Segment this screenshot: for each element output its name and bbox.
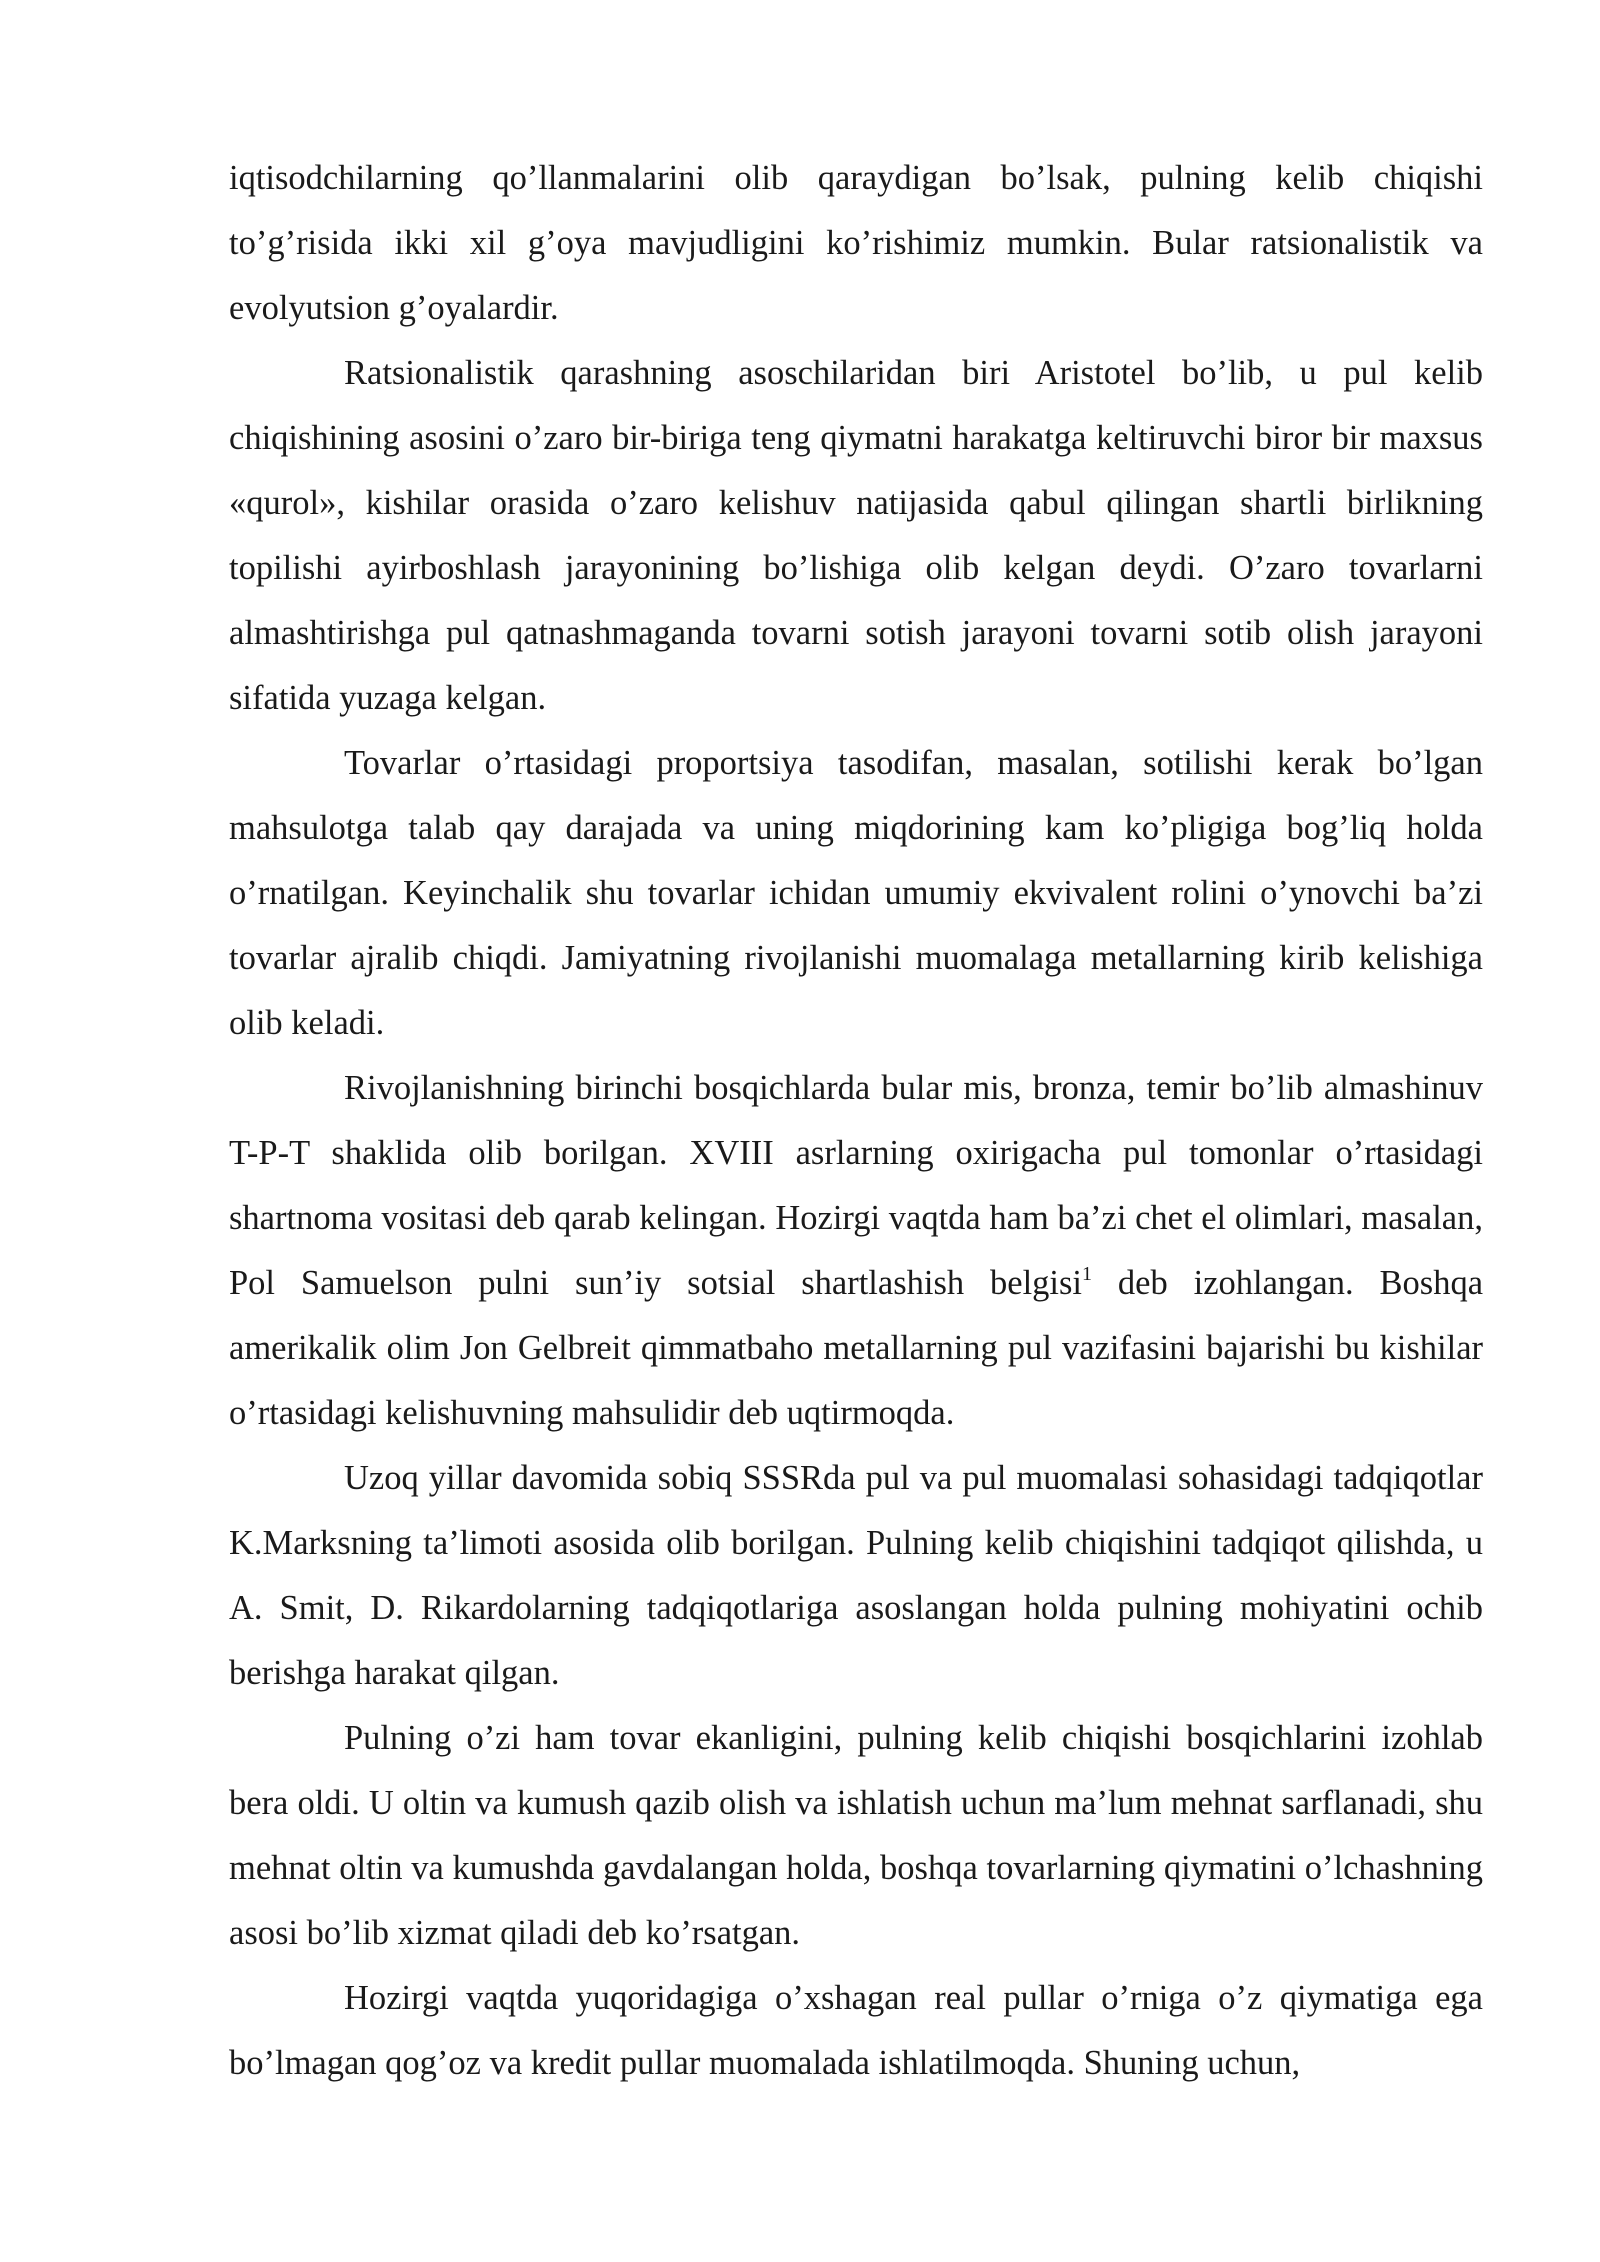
- paragraph-continuation: iqtisodchilarning qo’llanmalarini olib qaraydigan bo’lsak, pulning kelib chiqishi to’g’risida ikki xil g’oya mavjudligini ko’rishimiz mumkin. Bular ratsionalistik va evolyutsion g’oyalardir.: [229, 159, 1483, 327]
- paragraph-rationalist-view: Ratsionalistik qarashning asoschilaridan biri Aristotel bo’lib, u pul kelib chiqishining asosini o’zaro bir-biriga teng qiymatni harakatga keltiruvchi biror bir maxsus «qurol», kishilar orasida o’zaro kelishuv natijasida qabul qilingan shartli birlikning topilishi ayirboshlash jarayonining bo’lishiga olib kelgan deydi. O’zaro tovarlarni almashtirishga pul qatnashmaganda tovarni sotish jarayoni tovarni sotib olish jarayoni sifatida yuzaga kelgan.: [229, 354, 1483, 717]
- paragraph-text-part: Rivojlanishning birinchi bosqichlarda bular mis, bronza, temir bo’lib almashinuv T-P-T shaklida olib borilgan. XVIII asrlarning oxirigacha pul tomonlar o’rtasidagi shartnoma vositasi deb qarab kelingan. Hozirgi vaqtda ham ba’zi chet el olimlari, masalan, Pol Samuelson pulni sun’iy sotsial shartlashish belgisi: [229, 1069, 1483, 1302]
- footnote-reference[interactable]: 1: [1082, 1263, 1093, 1285]
- document-body: [229, 146, 1483, 2096]
- paragraph-modern-money: Hozirgi vaqtda yuqoridagiga o’xshagan real pullar o’rniga o’z qiymatiga ega bo’lmagan qog’oz va kredit pullar muomalada ishlatilmoqda. Shuning uchun,: [229, 1979, 1483, 2082]
- paragraph-commodity-proportions: Tovarlar o’rtasidagi proportsiya tasodifan, masalan, sotilishi kerak bo’lgan mahsulotga talab qay darajada va uning miqdorining kam ko’pligiga bog’liq holda o’rnatilgan. Keyinchalik shu tovarlar ichidan umumiy ekvivalent rolini o’ynovchi ba’zi tovarlar ajralib chiqdi. Jamiyatning rivojlanishi muomalaga metallarning kirib kelishiga olib keladi.: [229, 744, 1483, 1042]
- paragraph-development-stages: [229, 1056, 1483, 1446]
- paragraph-text-part: deb izohlangan. Boshqa amerikalik olim Jon Gelbreit qimmatbaho metallarning pul vazifasini bajarishi bu kishilar o’rtasidagi kelishuvning mahsulidir deb uqtirmoqda.: [229, 1264, 1484, 1432]
- paragraph-money-as-commodity: Pulning o’zi ham tovar ekanligini, pulning kelib chiqishi bosqichlarini izohlab bera oldi. U oltin va kumush qazib olish va ishlatish uchun ma’lum mehnat sarflanadi, shu mehnat oltin va kumushda gavdalangan holda, boshqa tovarlarning qiymatini o’lchashning asosi bo’lib xizmat qiladi deb ko’rsatgan.: [229, 1719, 1483, 1952]
- paragraph-ussr-research: Uzoq yillar davomida sobiq SSSRda pul va pul muomalasi sohasidagi tadqiqotlar K.Marksning ta’limoti asosida olib borilgan. Pulning kelib chiqishini tadqiqot qilishda, u A. Smit, D. Rikardolarning tadqiqotlariga asoslangan holda pulning mohiyatini ochib berishga harakat qilgan.: [229, 1459, 1483, 1692]
